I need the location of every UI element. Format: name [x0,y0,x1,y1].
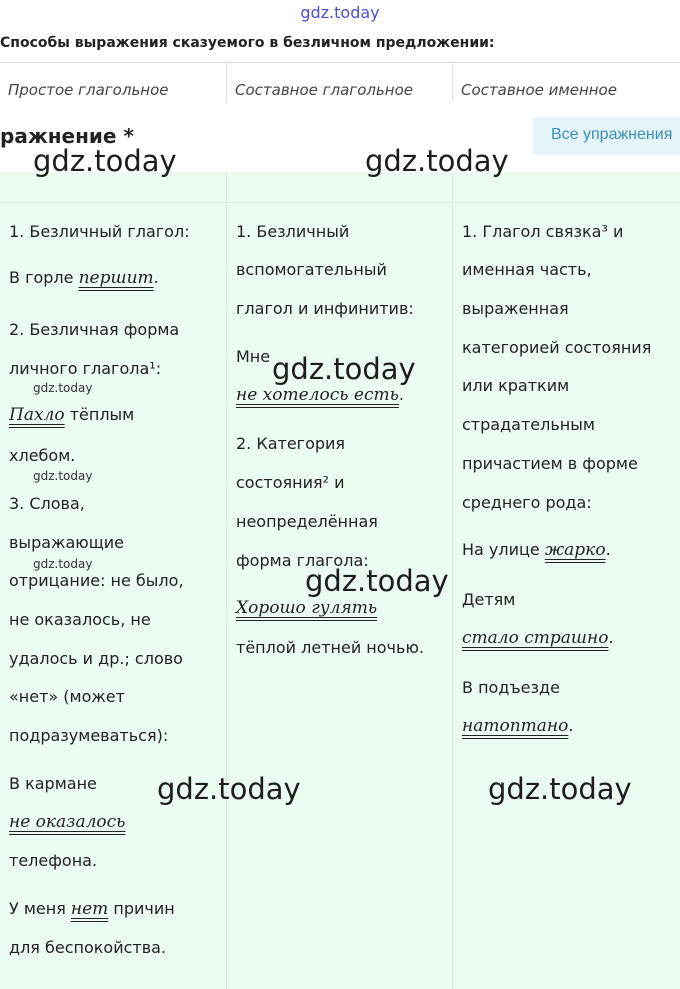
example-line [236,598,377,618]
watermark-small: gdz.today [33,557,93,571]
predicate: стало страшно [462,628,609,648]
text-line: категорией состояния [462,338,652,357]
text-line: форма глагола: [236,551,369,570]
predicate: натоптано [462,716,569,736]
text-line: отрицание: не было, [9,571,184,590]
exercise-title: ражнение * [0,124,134,148]
text-line: Мне [236,347,271,366]
predicate: жарко [544,540,606,560]
example-line: На улице жарко. [462,540,611,560]
example-line: стало страшно. [462,628,614,648]
text-line: личного глагола¹: [9,359,162,378]
text-line: выраженная [462,299,569,318]
column-header-2: Составное глагольное [226,63,453,103]
text-line: 1. Глагол связка³ и [462,222,624,241]
watermark: gdz.today [157,772,301,806]
text-line: 3. Слова, [9,494,85,513]
watermark-small: gdz.today [33,381,93,395]
text-line: или кратким [462,376,570,395]
watermark: gdz.today [305,564,449,598]
watermark-small: gdz.today [33,469,93,483]
text-line: В кармане [9,774,97,793]
text-line: Детям [462,590,516,609]
watermark: gdz.today [365,144,509,178]
text-line: неопределённая [236,512,378,531]
example-line: У меня нет причин [9,899,175,919]
text-line: среднего рода: [462,493,592,512]
table-caption: Способы выражения сказуемого в безличном предложении: [0,35,495,51]
watermark: gdz.today [272,352,416,386]
example-line [9,812,125,832]
text-line: В подъезде [462,678,560,697]
predicate: першит [78,268,154,288]
column-header-1: Простое глагольное [8,81,169,99]
table-header [0,62,680,103]
text-line: вспомогательный [236,260,387,279]
predicate: нет [70,899,109,919]
text-line: удалось и др.; слово [9,649,183,668]
text-line: 1. Безличный глагол: [9,222,190,241]
text-line: страдательным [462,415,595,434]
watermark: gdz.today [33,144,177,178]
text-line: хлебом. [9,446,76,465]
example-line: натоптано. [462,716,574,736]
all-exercises-button[interactable]: Все упражнения [533,117,680,155]
text-line: состояния² и [236,473,345,492]
predicate: Пахло [9,405,65,425]
text-line: для беспокойства. [9,938,167,957]
text-line: причастием в форме [462,454,638,473]
text-line: глагол и инфинитив: [236,299,414,318]
site-logo[interactable]: gdz.today [300,3,380,22]
text-line: 1. Безличный [236,222,350,241]
text-line: не оказалось, не [9,610,151,629]
text-line: подразумеваться): [9,726,169,745]
predicate: Хорошо гулять [236,598,378,618]
text-line: выражающие [9,533,125,552]
text-line: «нет» (может [9,687,125,706]
text-line: тёплой летней ночью. [236,638,424,657]
text-line: телефона. [9,851,98,870]
predicate: не хотелось есть [236,385,399,405]
text-line: 2. Безличная форма [9,320,180,339]
text-line: именная часть, [462,260,592,279]
predicate: не оказалось [9,812,126,832]
column-header-3: Составное именное [452,63,680,103]
example-line: В горле першит. [9,268,159,288]
text-line: 2. Категория [236,434,346,453]
column-divider-3 [452,172,680,989]
example-line: не хотелось есть. [236,385,404,405]
example-line: Пахло тёплым [9,405,135,425]
watermark: gdz.today [488,772,632,806]
